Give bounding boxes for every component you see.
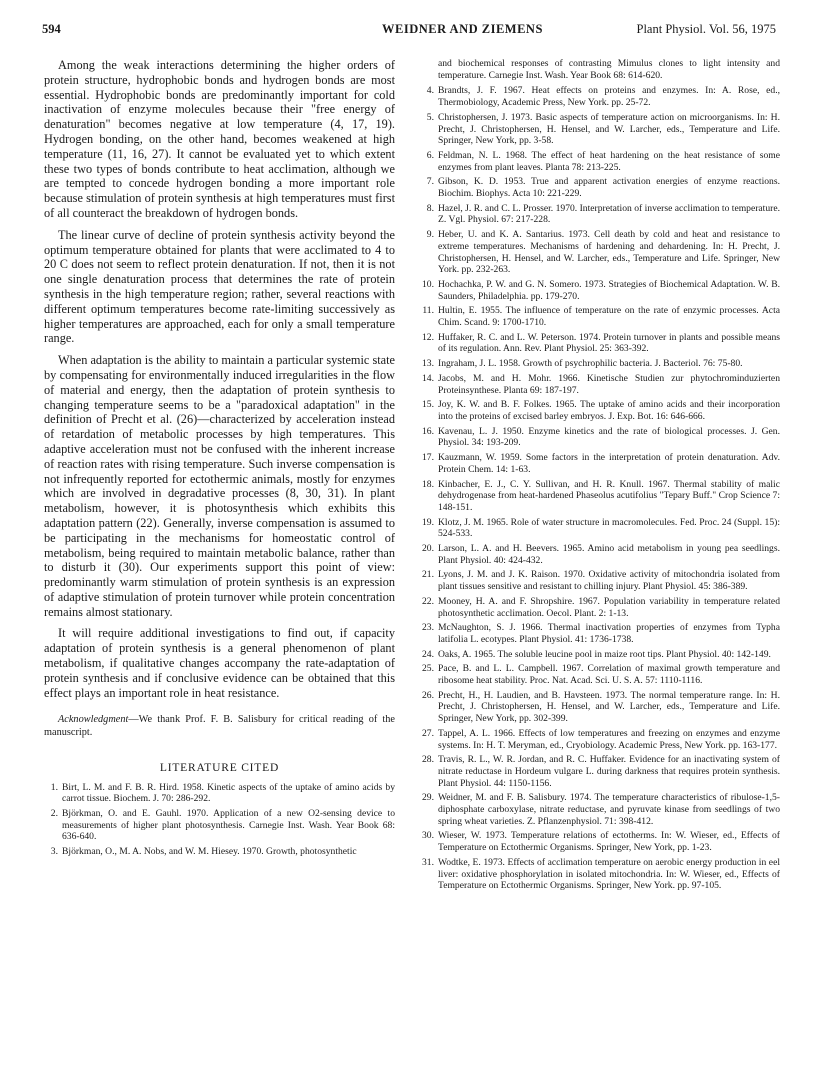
- reference-item: [420, 85, 780, 108]
- reference-text: Christophersen, J. 1973. Basic aspects of temperature action on microorganisms. In: H. Precht, J. Christophersen, H. Hensel, and W. Larcher, eds., Temperature and Life. Springer, New York, pp. 3-58.: [438, 111, 780, 147]
- reference-item: [420, 649, 780, 661]
- acknowledgment-label: Acknowledgment: [58, 714, 129, 726]
- reference-item: [420, 399, 780, 422]
- reference-number: 19.: [422, 516, 434, 528]
- reference-text: Joy, K. W. and B. F. Folkes. 1965. The uptake of amino acids and their incorporation into the proteins of excised barley embryos. J. Exp. Bot. 16: 646-666.: [438, 399, 780, 422]
- reference-number: 18.: [422, 478, 434, 490]
- reference-item: [44, 846, 395, 858]
- reference-item: [420, 229, 780, 276]
- left-column: [44, 58, 395, 861]
- reference-text: Heber, U. and K. A. Santarius. 1973. Cell death by cold and heat and resistance to extreme temperatures. Mechanisms of hardening and dehardening. In: H. Precht, J. Christophersen, H. Hensel, and W. Larcher, eds., Temperature and Life. Springer, New York. pp. 232-263.: [438, 229, 780, 276]
- reference-text: Klotz, J. M. 1965. Role of water structure in macromolecules. Fed. Proc. 24 (Suppl. 15): 524-533.: [438, 516, 780, 540]
- reference-item: [420, 596, 780, 619]
- reference-number: 26.: [422, 689, 434, 701]
- reference-number: 28.: [422, 754, 434, 766]
- reference-item: [420, 792, 780, 827]
- reference-item: [420, 663, 780, 686]
- reference-item: [420, 690, 780, 725]
- reference-text: Birt, L. M. and F. B. R. Hird. 1958. Kinetic aspects of the uptake of amino acids by carrot tissue. Biochem. J. 70: 286-292.: [62, 781, 395, 805]
- reference-item: [420, 203, 780, 226]
- reference-number: 1.: [50, 781, 58, 793]
- reference-text: Precht, H., H. Laudien, and B. Havsteen. 1973. The normal temperature range. In: H. Precht, J. Christophersen, H. Hensel, and W. Larcher, eds., Temperature and Life. Springer, New York, pp. 302-399.: [438, 689, 780, 725]
- reference-text: Gibson, K. D. 1953. True and apparent activation energies of enzyme reactions. Biochim. Biophys. Acta 10: 221-229.: [438, 176, 780, 200]
- reference-number: 12.: [422, 331, 434, 343]
- reference-list-right: [420, 85, 780, 892]
- reference-number: 20.: [422, 543, 434, 555]
- body-paragraph: Among the weak interactions determining the higher orders of protein structure, hydrophobic bonds and hydrogen bonds are most essential. Hydrophobic bonds are predominantly important for cold inactivation of enzyme molecules because their "free energy of denaturation" becomes negative at low temperature (4, 17, 19). Hydrogen bonding, on the other hand, becomes weakened at high temperature (11, 16, 27). It cannot be evaluated yet to which extent these two types of bonds contribute to heat acclimation, although we are tempted to concede hydrogen bonding a more important role because stimulation of protein synthesis at high temperatures must first of all counteract the breakdown of hydrogen bonds.: [44, 58, 395, 220]
- reference-item: [420, 332, 780, 355]
- reference-text: Kavenau, L. J. 1950. Enzyme kinetics and the rate of biological processes. J. Gen. Physiol. 34: 193-209.: [438, 425, 780, 449]
- reference-item: [44, 808, 395, 843]
- reference-text: Tappel, A. L. 1966. Effects of low temperatures and freezing on enzymes and enzyme systems. In: H. T. Meryman, ed., Cryobiology. Academic Press, New York. pp. 163-177.: [438, 727, 780, 751]
- reference-number: 24.: [422, 648, 434, 660]
- reference-text: Hochachka, P. W. and G. N. Somero. 1973. Strategies of Biochemical Adaptation. W. B. Saunders, Philadelphia. pp. 179-270.: [438, 278, 780, 302]
- acknowledgment-text: —We thank Prof. F. B. Salisbury for critical reading of the manuscript.: [44, 714, 395, 739]
- reference-number: 8.: [426, 202, 434, 214]
- reference-text: Lyons, J. M. and J. K. Raison. 1970. Oxidative activity of mitochondria isolated from plant tissues sensitive and resistant to chilling injury. Plant Physiol. 45: 386-389.: [438, 569, 780, 593]
- reference-continuation: and biochemical responses of contrasting Mimulus clones to light intensity and temperature. Carnegie Inst. Wash. Year Book 68: 614-620.: [438, 58, 780, 81]
- reference-text: Wodtke, E. 1973. Effects of acclimation temperature on aerobic energy production in eel liver: oxidative phosphorylation in isolated mitochondria. In: W. Wieser, ed., Effects of Temperature on Ectothermic Organisms. Springer, New York. pp. 97-105.: [438, 856, 780, 892]
- reference-item: [420, 517, 780, 540]
- reference-text: Pace, B. and L. L. Campbell. 1967. Correlation of maximal growth temperature and ribosome heat stability. Proc. Nat. Acad. Sci. U. S. A. 57: 1110-1116.: [438, 663, 780, 687]
- reference-item: [420, 569, 780, 592]
- reference-item: [420, 426, 780, 449]
- page-number: 594: [42, 22, 61, 36]
- reference-text: Wieser, W. 1973. Temperature relations of ectotherms. In: W. Wieser, ed., Effects of Temperature on Ectothermic Organisms. Springer, New York, pp. 1-23.: [438, 830, 780, 854]
- journal-citation: Plant Physiol. Vol. 56, 1975: [636, 22, 776, 36]
- reference-number: 16.: [422, 425, 434, 437]
- reference-number: 31.: [422, 856, 434, 868]
- reference-number: 2.: [50, 808, 58, 820]
- reference-item: [420, 112, 780, 147]
- reference-item: [420, 728, 780, 751]
- reference-text: Hazel, J. R. and C. L. Prosser. 1970. Interpretation of inverse acclimation to temperature. Z. Vgl. Physiol. 67: 217-228.: [438, 202, 780, 226]
- reference-text: McNaughton, S. J. 1966. Thermal inactivation properties of enzymes from Typha latifolia L. ecotypes. Plant Physiol. 41: 1736-1738.: [438, 622, 780, 645]
- reference-number: 6.: [426, 149, 434, 161]
- reference-text: Feldman, N. L. 1968. The effect of heat hardening on the heat resistance of some enzymes from plant leaves. Planta 78: 213-225.: [438, 149, 780, 173]
- reference-number: 11.: [422, 305, 434, 317]
- reference-number: 27.: [422, 727, 434, 739]
- reference-text: Björkman, O., M. A. Nobs, and W. M. Hiesey. 1970. Growth, photosynthetic: [62, 846, 357, 858]
- reference-item: [420, 176, 780, 199]
- reference-number: 15.: [422, 399, 434, 411]
- reference-item: [420, 452, 780, 475]
- reference-number: 17.: [422, 452, 434, 464]
- reference-number: 23.: [422, 622, 434, 634]
- reference-text: Mooney, H. A. and F. Shropshire. 1967. Population variability in temperature related photosynthetic acclimation. Oecol. Plant. 2: 1-13.: [438, 595, 780, 619]
- reference-item: [420, 830, 780, 853]
- reference-text: Travis, R. L., W. R. Jordan, and R. C. Huffaker. Evidence for an inactivating system of nitrate reductase in Hordeum vulgare L. during darkness that requires protein synthesis. Plant Physiol. 44: 1150-1156.: [438, 754, 780, 789]
- reference-text: Larson, L. A. and H. Beevers. 1965. Amino acid metabolism in young pea seedlings. Plant Physiol. 40: 424-432.: [438, 543, 780, 566]
- reference-item: [44, 782, 395, 805]
- reference-number: 29.: [422, 792, 434, 804]
- reference-list-left: [44, 782, 395, 858]
- reference-text: Kauzmann, W. 1959. Some factors in the interpretation of protein denaturation. Adv. Protein Chem. 14: 1-63.: [438, 452, 780, 475]
- reference-number: 25.: [422, 663, 434, 675]
- reference-item: [420, 279, 780, 302]
- reference-text: Jacobs, M. and H. Mohr. 1966. Kinetische Studien zur phytochrominduzierten Proteinsynthese. Planta 69: 187-197.: [438, 372, 780, 396]
- reference-number: 14.: [422, 372, 434, 384]
- reference-item: [420, 543, 780, 566]
- reference-number: 10.: [422, 278, 434, 290]
- reference-item: [420, 857, 780, 892]
- reference-text: Björkman, O. and E. Gauhl. 1970. Application of a new O2-sensing device to measurements of higher plant photosynthesis. Carnegie Inst. Wash. Year Book 68: 636-640.: [62, 808, 395, 843]
- reference-number: 22.: [422, 595, 434, 607]
- reference-text: Ingraham, J. L. 1958. Growth of psychrophilic bacteria. J. Bacteriol. 76: 75-80.: [438, 358, 743, 370]
- reference-item: [420, 358, 780, 370]
- reference-number: 13.: [422, 358, 434, 370]
- reference-number: 9.: [426, 229, 434, 241]
- reference-item: [420, 754, 780, 789]
- reference-item: [420, 479, 780, 514]
- body-paragraph: The linear curve of decline of protein synthesis activity beyond the optimum temperature obtained for plants that were acclimated to 4 to 20 C does not seem to reflect protein denaturation. If not, then it is not one single denaturation process that determines the rate of protein synthesis in the high temperature region; rather, several reactions with different optimum temperatures become rate-limiting successively as higher temperatures are approached, each for only a small temperature range.: [44, 227, 395, 346]
- reference-item: [420, 305, 780, 328]
- reference-text: Huffaker, R. C. and L. W. Peterson. 1974. Protein turnover in plants and possible means of its regulation. Ann. Rev. Plant Physiol. 25: 363-392.: [438, 331, 780, 355]
- reference-text: Brandts, J. F. 1967. Heat effects on proteins and enzymes. In: A. Rose, ed., Thermobiology, Academic Press, New York. pp. 25-72.: [438, 85, 780, 109]
- reference-number: 21.: [422, 569, 434, 581]
- reference-text: Kinbacher, E. J., C. Y. Sullivan, and H. R. Knull. 1967. Thermal stability of malic dehydrogenase from heat-hardened Phaseolus acutifolius "Tepary Buff." Crop Science 7: 148-151.: [438, 478, 780, 513]
- reference-text: Hultin, E. 1955. The influence of temperature on the rate of enzymic processes. Acta Chim. Scand. 9: 1700-1710.: [438, 305, 780, 329]
- reference-number: 7.: [426, 176, 434, 188]
- reference-text: Weidner, M. and F. B. Salisbury. 1974. The temperature characteristics of ribulose-1,5-diphosphate carboxylase, nitrate reductase, and pyruvate kinase from seedlings of two spring wheat varieties. Z. Pflanzenphysiol. 71: 398-412.: [438, 792, 780, 827]
- acknowledgment: [44, 714, 395, 739]
- running-title: WEIDNER AND ZIEMENS: [382, 22, 543, 36]
- reference-number: 4.: [426, 85, 434, 97]
- body-paragraph: It will require additional investigations to find out, if capacity adaptation of protein synthesis is a general phenomenon of plant metabolism, if qualitative changes accompany the rate-adaptation of protein synthesis and if conclusive evidence can be obtained that this effect plays an important role in heat resistance.: [44, 626, 395, 700]
- literature-cited-heading: LITERATURE CITED: [159, 761, 280, 774]
- reference-item: [420, 622, 780, 645]
- reference-number: 3.: [50, 846, 58, 858]
- reference-number: 5.: [426, 111, 434, 123]
- reference-text: Oaks, A. 1965. The soluble leucine pool in maize root tips. Plant Physiol. 40: 142-149.: [438, 648, 771, 660]
- body-paragraph: When adaptation is the ability to maintain a particular systemic state by compensating for environmentally induced irregularities in the flow of material and energy, then the adaptation of protein synthesis to changing temperature seems to be a "paradoxical adaptation" in the definition of Precht et al. (26)—characterized by acceleration instead of retardation of metabolic processes by high temperatures. This adaptive acceleration must not be confused with the inherent increase of reaction rates with rising temperature. Such inverse compensation is not infrequently reported for ectothermic animals, mostly for enzymes which are involved in degradative processes (8, 30, 31). In plant metabolism, however, it is photosynthesis which exhibits this adaptation pattern (22). Generally, inverse compensation is assumed to be participating in the mechanisms for homeostatic control of metabolism, being required to maintain metabolic balance, rather than to disturb it (30). Our experiments support this point of view: predominantly warm stimulation of protein synthesis is an expression of adaptive stimulation of protein turnover while protein concentration remains almost stationary.: [44, 353, 395, 619]
- reference-item: [420, 373, 780, 396]
- page-header: [42, 22, 776, 44]
- right-column: [420, 58, 780, 895]
- reference-item: [420, 150, 780, 173]
- reference-number: 30.: [422, 830, 434, 842]
